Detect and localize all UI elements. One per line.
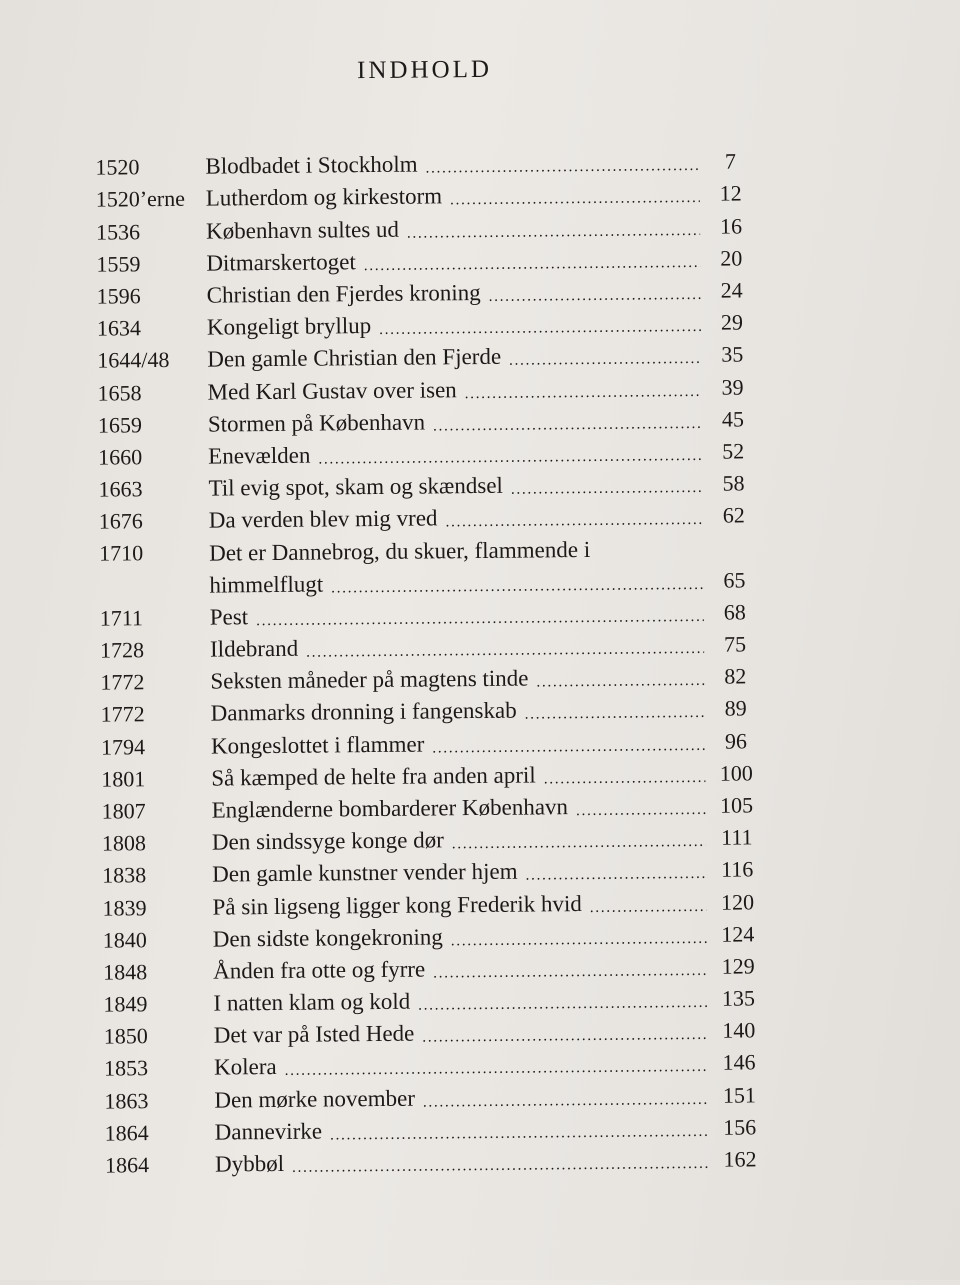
- entry-year: 1520’erne: [95, 186, 186, 213]
- entry-title: Ildebrand: [209, 635, 299, 662]
- entry-year: 1711: [99, 605, 144, 631]
- entry-title: Danmarks dronning i fangenskab: [210, 698, 517, 726]
- entry-title: Kongeligt bryllup: [206, 313, 372, 340]
- entry-title-continued: himmelflugt: [209, 571, 324, 598]
- dot-leader: [422, 1023, 708, 1050]
- entry-title: Ditmarskertoget: [206, 248, 356, 276]
- entry-year: 1772: [100, 701, 145, 728]
- entry-page-number: 29: [720, 309, 744, 335]
- entry-title: Den sidste kongekroning: [212, 924, 443, 952]
- entry-title: I natten klam og kold: [213, 988, 411, 1016]
- dot-leader: [509, 347, 701, 373]
- entry-page-number: 62: [722, 502, 745, 528]
- dot-leader: [536, 669, 704, 695]
- entry-page-number: 75: [723, 631, 747, 657]
- dot-leader: [318, 444, 702, 472]
- entry-page-number: 65: [723, 567, 746, 593]
- entry-page-number: 35: [721, 341, 744, 367]
- dot-leader: [465, 379, 702, 405]
- entry-page-number: 105: [719, 792, 754, 818]
- entry-page-number: 156: [723, 1114, 757, 1140]
- entry-title: Dannevirke: [214, 1118, 323, 1145]
- entry-title: Ånden fra otte og fyrre: [213, 956, 426, 984]
- entry-year: 1838: [102, 862, 147, 888]
- dot-leader: [525, 701, 705, 727]
- entry-page-number: 39: [721, 373, 744, 400]
- entry-year: 1839: [102, 894, 147, 921]
- entry-year: 1634: [96, 315, 142, 341]
- entry-page-number: 58: [722, 470, 745, 496]
- entry-year: 1659: [97, 411, 143, 438]
- dot-leader: [452, 830, 706, 856]
- entry-year: 1864: [104, 1152, 150, 1178]
- dot-leader: [525, 862, 706, 888]
- entry-page-number: 100: [719, 760, 753, 786]
- page-title: INDHOLD: [356, 55, 493, 85]
- entry-year: 1848: [103, 959, 148, 985]
- dot-leader: [418, 991, 707, 1018]
- entry-title: København sultes ud: [205, 216, 400, 244]
- dot-leader: [433, 959, 707, 986]
- dot-leader: [433, 412, 702, 439]
- dot-leader: [364, 251, 701, 278]
- entry-year: 1864: [104, 1120, 149, 1146]
- entry-page-number: 162: [723, 1146, 757, 1172]
- dot-leader: [576, 798, 706, 823]
- entry-page-number: 82: [724, 663, 747, 689]
- entry-title: Med Karl Gustav over isen: [207, 376, 457, 405]
- entry-year: 1658: [97, 379, 142, 406]
- entry-page-number: 124: [721, 921, 755, 947]
- entry-title: Lutherdom og kirkestorm: [205, 183, 443, 211]
- entry-title: På sin ligseng ligger kong Frederik hvid: [212, 890, 582, 920]
- entry-year: 1559: [96, 250, 141, 277]
- entry-year: 1663: [98, 476, 143, 502]
- entry-title: Til evig spot, skam og skændsel: [208, 472, 503, 501]
- dot-leader: [379, 315, 701, 342]
- dot-leader: [330, 1120, 709, 1148]
- entry-page-number: 20: [720, 245, 743, 271]
- entry-title: Den gamle Christian den Fjerde: [207, 344, 502, 372]
- entry-title: Så kæmped de helte fra anden april: [211, 762, 536, 791]
- entry-title: Kongeslottet i flammer: [210, 731, 425, 759]
- dot-leader: [450, 186, 700, 212]
- entry-year: 1660: [98, 444, 143, 470]
- entry-year: 1596: [96, 283, 141, 309]
- entry-year: 1863: [104, 1087, 149, 1114]
- dot-leader: [432, 733, 705, 760]
- entry-year: 1536: [95, 218, 141, 245]
- entry-page-number: 12: [719, 180, 742, 207]
- entry-title: Det er Dannebrog, du skuer, flammende i: [209, 536, 591, 566]
- dot-leader: [292, 1152, 709, 1180]
- entry-page-number: 68: [723, 599, 746, 625]
- entry-page-number: 24: [720, 277, 743, 303]
- entry-page-number: 140: [722, 1017, 756, 1043]
- entry-title: Englænderne bombarderer København: [211, 794, 569, 823]
- entry-year: 1710: [99, 540, 144, 566]
- dot-leader: [445, 508, 703, 534]
- entry-year: 1850: [103, 1023, 148, 1049]
- entry-title: Seksten måneder på magtens tinde: [210, 665, 529, 694]
- dot-leader: [423, 1087, 709, 1114]
- entry-page-number: 135: [721, 985, 756, 1011]
- entry-title: Den sindssyge konge dør: [211, 827, 444, 855]
- entry-page-number: 129: [721, 953, 755, 979]
- entry-title: Det var på Isted Hede: [213, 1020, 415, 1048]
- entry-title: Pest: [209, 604, 249, 630]
- entry-page-number: 120: [720, 888, 755, 915]
- entry-title: Kolera: [213, 1054, 277, 1081]
- dot-leader: [451, 927, 707, 953]
- dot-leader: [331, 572, 703, 600]
- entry-page-number: 45: [721, 406, 745, 432]
- entry-title: Enevælden: [208, 442, 311, 469]
- entry-year: 1644/48: [97, 347, 170, 373]
- dot-leader: [489, 283, 701, 309]
- dot-leader: [544, 766, 706, 792]
- dot-leader: [306, 637, 704, 665]
- entry-title: Christian den Fjerdes kroning: [206, 279, 481, 308]
- entry-title: Den gamle kunstner vender hjem: [212, 858, 518, 887]
- dot-leader: [407, 218, 700, 245]
- entry-page-number: 146: [722, 1049, 756, 1076]
- entry-year: 1849: [103, 991, 148, 1017]
- entry-year: 1772: [100, 669, 145, 695]
- entry-page-number: 7: [724, 148, 737, 174]
- dot-leader: [590, 894, 707, 919]
- entry-page-number: 89: [724, 695, 747, 722]
- entry-year: 1676: [98, 508, 143, 534]
- entry-page-number: 96: [724, 728, 748, 754]
- entry-year: 1808: [101, 830, 147, 856]
- entry-year: 1728: [99, 637, 145, 663]
- entry-page-number: 52: [722, 438, 745, 464]
- dot-leader: [425, 154, 699, 181]
- entry-title: Dybbøl: [214, 1150, 285, 1177]
- entry-year: 1520: [95, 154, 140, 180]
- table-of-contents: [95, 145, 765, 1181]
- entry-page-number: 116: [721, 856, 754, 883]
- entry-page-number: 16: [719, 213, 743, 239]
- entry-page-number: 151: [722, 1082, 756, 1108]
- entry-title: Blodbadet i Stockholm: [205, 151, 418, 179]
- entry-year: 1801: [101, 765, 146, 792]
- entry-year: 1840: [102, 926, 147, 953]
- entry-title: Stormen på København: [207, 409, 426, 437]
- toc-entry: [105, 1143, 765, 1182]
- entry-year: 1794: [100, 733, 146, 760]
- entry-title: Den mørke november: [214, 1085, 416, 1113]
- dot-leader: [511, 476, 703, 502]
- entry-year: 1853: [103, 1055, 149, 1082]
- toc-entry: [99, 532, 760, 603]
- entry-title: Da verden blev mig vred: [208, 505, 438, 533]
- entry-page-number: 111: [721, 824, 753, 850]
- entry-year: 1807: [101, 798, 146, 824]
